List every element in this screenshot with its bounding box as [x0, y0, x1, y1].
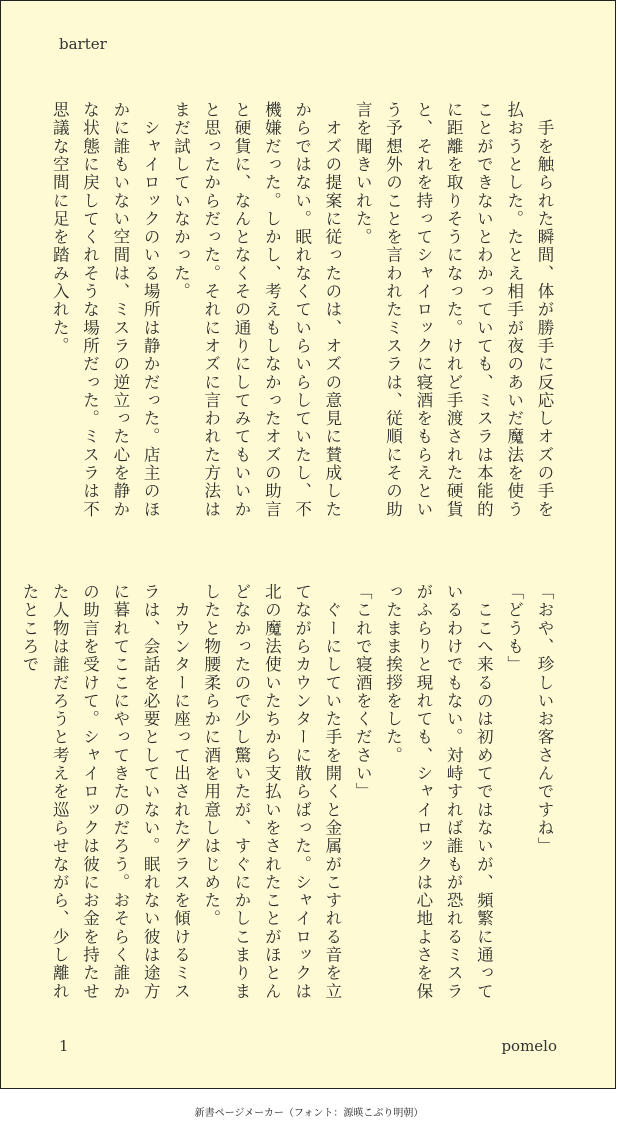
- paragraph: シャイロックのいる場所は静かだった。店主のほかに誰もいない空間は、ミスラの逆立った心を静かな状態に戻してくれそうな場所だった。ミスラは不思議な空間に足を踏み入れた。: [50, 101, 161, 519]
- paragraph: ぐーにしていた手を開くと金属がこすれる音を立てながらカウンターに散らばった。シャイロックは北の魔法使いたちから支払いをされたことがほとんどなかったので少し驚いたが、すぐにかしこまりましたと物腰柔らかに酒を用意しはじめた。: [201, 583, 342, 1001]
- paragraph: 「どうも」: [504, 583, 524, 674]
- paragraph: ここへ来るのは初めてではないが、頻繁に通っているわけでもない。対峙すれば誰もが恐れるミスラがふらりと現れても、シャイロックは心地よさを保ったまま挨拶をした。: [383, 583, 494, 1001]
- paragraph: 「おや、珍しいお客さんですね」: [535, 583, 554, 856]
- footer-author: pomelo: [501, 1037, 557, 1055]
- paragraph: カウンターに座って出されたグラスを傾けるミスラは、会話を必要としていない。眠れない彼は途方に暮れてここにやってきたのだろう。おそらく誰かの助言を受けて。シャイロックは彼にお金を持たせた人物は誰だろうと考えを巡らせながら、少し離れたところで: [19, 583, 191, 1001]
- text-block-top: [50, 101, 559, 521]
- header-title: barter: [59, 35, 107, 53]
- paragraph: オズの提案に従ったのは、オズの意見に賛成したからではない。眠れなくていらいらしていたし、不機嫌だった。しかし、考えもしなかったオズの助言と硬貨に、なんとなくその通りにしてみてもいいかと思ったからだった。それにオズに言われた方法はまだ試していなかった。: [171, 101, 342, 519]
- page-number: 1: [59, 1037, 69, 1055]
- paragraph: 「これで寝酒をください」: [353, 583, 373, 801]
- paragraph: 手を触られた瞬間、体が勝手に反応しオズの手を払おうとした。たとえ相手が夜のあいだ魔法を使うことができないとわかっていても、ミスラは本能的に距離を取りそうになった。けれど手渡された硬貨と、それを持ってシャイロックに寝酒をもらえという予想外のことを言われたミスラは、従順にその助言を聞きいれた。: [353, 101, 554, 519]
- caption: 新書ページメーカー（フォント：源暎こぶり明朝）: [194, 1108, 424, 1119]
- text-block-bottom: [19, 583, 559, 1003]
